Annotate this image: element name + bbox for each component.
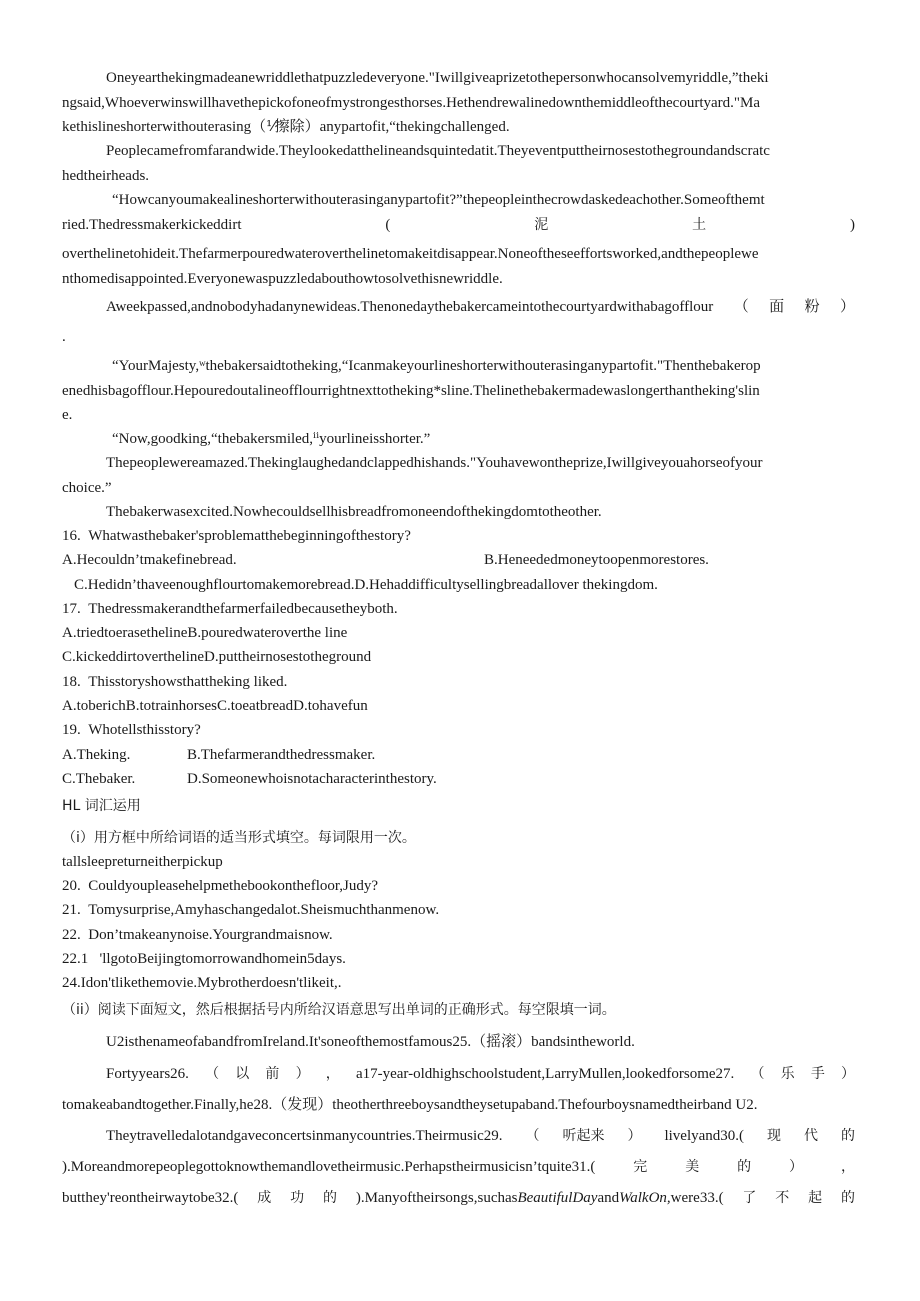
passage-fragment: ） <box>627 1128 642 1144</box>
word-box: tallsleepreturneitherpickup <box>62 854 223 870</box>
story-line: enedhisbagofflour.Hepouredoutalineofflourrightnexttotheking*sline.Thelinethebakermadewaslongerthantheking'slin <box>62 383 760 399</box>
story-line: overthelinetohideit.Thefarmerpouredwateroverthelinetomakeitdisappear.Noneoftheseeffortsworked,andthepeoplewe <box>62 246 759 262</box>
passage-fragment: 的 <box>841 1190 855 1206</box>
passage-fragment: 完 <box>633 1159 648 1175</box>
passage-fragment: 现 <box>767 1128 782 1144</box>
passage-fragment: ， <box>325 1066 340 1082</box>
passage-fragment: butthey'reontheirwaytobe32.( <box>62 1190 239 1206</box>
q16-options-cd: C.Hedidn’thaveenoughflourtomakemorebread.D.Hehaddifficultysellingbreadallover thekingdom. <box>74 577 658 593</box>
passage-fragment: Theytravelledalotandgaveconcertsinmanycountries.Theirmusic29. <box>106 1128 503 1144</box>
story-line: “Now,goodking,“thebakersmiled,ⁱⁱyourlineisshorter.” <box>112 431 431 447</box>
story-line: Thepeoplewereamazed.Thekinglaughedandclappedhishands."Youhavewontheprize,Iwillgiveyouahorseofyour <box>106 455 763 471</box>
q19-option-d: D.Someonewhoisnotacharacterinthestory. <box>187 771 437 787</box>
story-line: Peoplecamefromfarandwide.Theylookedatthelineandsquintedatit.Theyeventputtheirnosestothegroundandscratc <box>106 143 770 159</box>
q19-option-b: B.Thefarmerandthedressmaker. <box>187 747 376 763</box>
passage-fragment: ） <box>295 1066 310 1082</box>
question-16: 16. Whatwasthebaker'sproblematthebeginningofthestory? <box>62 528 411 544</box>
passage-fragment: 的 <box>737 1159 752 1175</box>
passage-fragment: livelyand30.( <box>664 1128 745 1144</box>
passage-text: ).Manyoftheirsongs,suchas <box>355 1190 518 1206</box>
part1-instructions: （i）用方框中所给词语的适当形式填空。每词限用一次。 <box>62 830 416 846</box>
story-fragment: 泥 <box>534 217 549 233</box>
q17-options-cd: C.kickeddirtoverthelineD.puttheirnosestotheground <box>62 649 372 665</box>
passage-line <box>106 1126 855 1146</box>
passage-fragment: 代 <box>804 1128 819 1144</box>
question-24: 24.Idon'tlikethemovie.Mybrotherdoesn'tlikeit,. <box>62 975 342 991</box>
song-title: WalkOn, <box>619 1190 671 1206</box>
story-line: Aweekpassed,andnobodyhadanynewideas.Thenonedaythebakercameintothecourtyardwithabagofflour（面粉） <box>106 299 855 315</box>
story-line: nthomedisappointed.Everyonewaspuzzledabouthowtosolvethisnewriddle. <box>62 271 503 287</box>
section-heading: HL 词汇运用 <box>62 798 141 814</box>
part2-instructions: （ii）阅读下面短文，然后根据括号内所给汉语意思写出单词的正确形式。每空限填一词。 <box>62 1002 616 1018</box>
passage-fragment: （ <box>750 1066 765 1082</box>
passage-fragment: 美 <box>685 1159 700 1175</box>
story-line <box>62 215 855 235</box>
question-19: 19. Whotellsthisstory? <box>62 722 201 738</box>
story-line: “YourMajesty,ʷthebakersaidtotheking,“Icanmakeyourlineshorterwithouterasinganypartofit."Thenthebakerop <box>112 358 761 374</box>
passage-fragment: 成 <box>257 1190 272 1206</box>
question-20: 20. Couldyoupleasehelpmethebookonthefloor,Judy? <box>62 878 379 894</box>
passage-fragment: 手 <box>810 1066 825 1082</box>
passage-fragment: 不 <box>775 1190 790 1206</box>
story-line: ngsaid,Whoeverwinswillhavethepickofoneofmystrongesthorses.Hethendrewalinedownthemiddleofthecourtyard."Ma <box>62 95 761 111</box>
passage-fragment: 了 <box>742 1190 757 1206</box>
passage-fragment: ， <box>840 1159 855 1175</box>
song-title: BeautifulDay <box>517 1190 598 1206</box>
passage-fragment: a17-year-oldhighschoolstudent,LarryMullen,lookedforsome27. <box>355 1066 735 1082</box>
passage-line: tomakeabandtogether.Finally,he28.（发现）theotherthreeboysandtheysetupaband.Thefourboysnamedtheirband U2. <box>62 1097 758 1113</box>
story-line: e. <box>62 407 73 423</box>
passage-fragment: 以 <box>235 1066 250 1082</box>
passage-text: and <box>597 1190 620 1206</box>
story-fragment: 土 <box>692 217 707 233</box>
passage-fragment: （ <box>525 1128 540 1144</box>
passage-fragment: ） <box>789 1159 804 1175</box>
story-line: . <box>62 329 66 345</box>
passage-fragment: 乐 <box>780 1066 795 1082</box>
q16-option-a: A.Hecouldn’tmakefinebread. <box>62 552 237 568</box>
passage-fragment: 起 <box>808 1190 823 1206</box>
q19-option-c: C.Thebaker. <box>62 771 136 787</box>
question-22: 22. Don’tmakeanynoise.Yourgrandmaisnow. <box>62 927 333 943</box>
story-line: “Howcanyoumakealineshorterwithouterasinganypartofit?”thepeopleinthecrowdaskedeachother.Someofthemt <box>112 192 765 208</box>
passage-fragment: ).Moreandmorepeoplegottoknowthemandlovetheirmusic.Perhapstheirmusicisn’tquite31.( <box>62 1159 596 1175</box>
q18-options: A.toberichB.totrainhorsesC.toeatbreadD.tohavefun <box>62 698 368 714</box>
passage-text: were33.( <box>670 1190 724 1206</box>
passage-line: U2isthenameofabandfromIreland.It'soneofthemostfamous25.（摇滚）bandsintheworld. <box>106 1034 635 1050</box>
story-line: kethislineshorterwithouterasing（⅟擦除）anypartofit,“thekingchallenged. <box>62 119 510 135</box>
story-fragment: ried.Thedressmakerkickeddirt <box>62 217 242 233</box>
question-21: 21. Tomysurprise,Amyhaschangedalot.Sheismuchthanmenow. <box>62 902 440 918</box>
passage-fragment: 前 <box>265 1066 280 1082</box>
story-fragment: ) <box>849 217 855 233</box>
story-line: choice.” <box>62 480 112 496</box>
question-18: 18. Thisstoryshowsthattheking liked. <box>62 674 288 690</box>
passage-fragment: （ <box>205 1066 220 1082</box>
passage-fragment: 的 <box>841 1128 855 1144</box>
passage-fragment: Fortyyears26. <box>106 1066 189 1082</box>
passage-fragment: 功 <box>290 1190 305 1206</box>
question-23: 22.1 'llgotoBeijingtomorrowandhomein5days. <box>62 951 346 967</box>
question-17: 17. Thedressmakerandthefarmerfailedbecausetheyboth. <box>62 601 398 617</box>
story-line: Thebakerwasexcited.Nowhecouldsellhisbreadfromoneendofthekingdomtotheother. <box>106 504 602 520</box>
q19-option-a: A.Theking. <box>62 747 131 763</box>
passage-line <box>106 1064 855 1084</box>
passage-fragment <box>356 1188 724 1208</box>
q16-option-b: B.Heneededmoneytoopenmorestores. <box>484 552 709 568</box>
story-line: Oneyearthekingmadeanewriddlethatpuzzledeveryone."Iwillgiveaprizetothepersonwhocansolvemyriddle,”theki <box>106 70 769 86</box>
story-fragment: ( <box>385 217 391 233</box>
passage-fragment: ） <box>840 1066 855 1082</box>
story-line: hedtheirheads. <box>62 168 150 184</box>
passage-line <box>62 1157 855 1177</box>
passage-fragment: 的 <box>322 1190 337 1206</box>
q17-options-ab: A.triedtoerasethelineB.pouredwateroverthe line <box>62 625 348 641</box>
passage-fragment: 听起来 <box>562 1128 605 1144</box>
passage-line <box>62 1188 855 1208</box>
